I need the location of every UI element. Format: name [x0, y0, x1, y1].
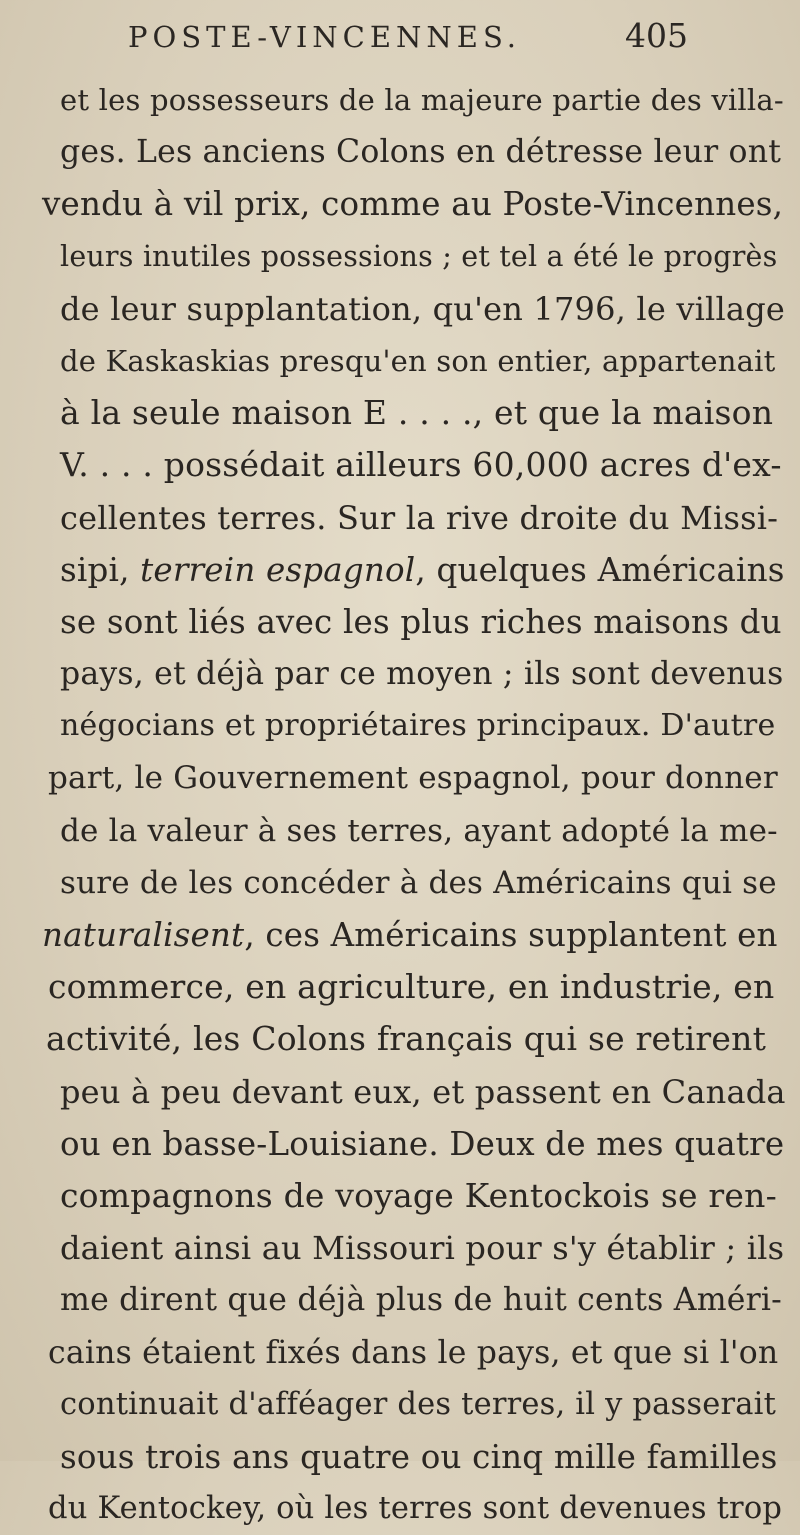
- text-line: pays, et déjà par ce moyen ; ils sont devenus: [60, 656, 784, 693]
- text-line: commerce, en agriculture, en industrie, en: [48, 967, 775, 1007]
- text-line: négocians et propriétaires principaux. D'autre: [60, 708, 776, 744]
- text-line: ou en basse-Louisiane. Deux de mes quatre: [60, 1124, 785, 1163]
- text-line: daient ainsi au Missouri pour s'y établir ; ils: [60, 1229, 785, 1268]
- text-line: cains étaient fixés dans le pays, et que si l'on: [48, 1334, 779, 1371]
- text-line: compagnons de voyage Kentockois se ren-: [60, 1175, 777, 1215]
- text-line: continuait d'afféager des terres, il y passerait: [60, 1386, 777, 1422]
- text-line: naturalisent, ces Américains supplantent en: [42, 916, 778, 954]
- text-line: cellentes terres. Sur la rive droite du Missi-: [60, 498, 779, 537]
- text-line: à la seule maison E . . . ., et que la maison: [60, 393, 774, 433]
- text-line: de leur supplantation, qu'en 1796, le village: [60, 289, 786, 328]
- page-header: [128, 14, 688, 62]
- text-line: du Kentockey, où les terres sont devenues trop: [48, 1491, 783, 1527]
- text-line: se sont liés avec les plus riches maisons du: [60, 602, 782, 641]
- text-line: sous trois ans quatre ou cinq mille familles: [60, 1437, 778, 1476]
- text-line: sipi, terrein espagnol, quelques Américains: [60, 550, 785, 589]
- italic-phrase: naturalisent: [42, 916, 245, 954]
- text-line: leurs inutiles possessions ; et tel a été le progrès: [60, 239, 778, 273]
- text-line: ges. Les anciens Colons en détresse leur ont: [60, 134, 782, 171]
- body-text: [22, 74, 792, 1535]
- text-line: et les possesseurs de la majeure partie des villa-: [60, 83, 784, 117]
- text-line: activité, les Colons français qui se retirent: [46, 1019, 767, 1059]
- running-head: POSTE-VINCENNES.: [128, 20, 521, 54]
- text-line: peu à peu devant eux, et passent en Canada: [60, 1072, 786, 1111]
- text-line: vendu à vil prix, comme au Poste-Vincennes,: [42, 185, 784, 224]
- page-number: 405: [625, 16, 688, 55]
- italic-phrase: terrein espagnol: [140, 550, 416, 589]
- text-line: de Kaskaskias presqu'en son entier, appartenait: [60, 343, 776, 378]
- text-line: part, le Gouvernement espagnol, pour donner: [48, 760, 778, 797]
- text-line: de la valeur à ses terres, ayant adopté la me-: [60, 812, 778, 849]
- text-line: V. . . . possédait ailleurs 60,000 acres d'ex-: [60, 445, 782, 485]
- text-line: sure de les concéder à des Américains qui se: [60, 864, 777, 901]
- text-line: me dirent que déjà plus de huit cents Améri-: [60, 1282, 782, 1319]
